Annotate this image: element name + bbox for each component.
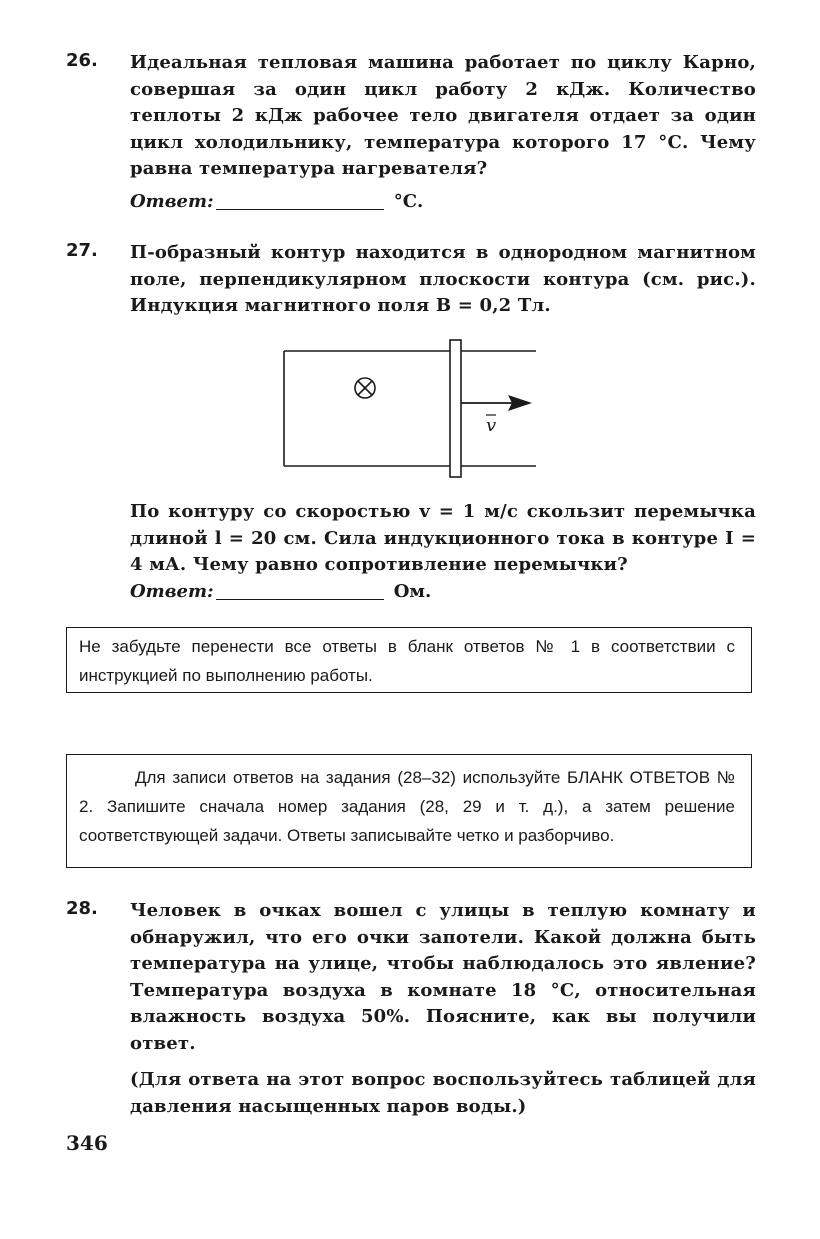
answer-blank[interactable] — [216, 581, 384, 600]
answer-line — [130, 581, 756, 602]
reminder-text: Не забудьте перенести все ответы в бланк ответов № 1 в соответствии с инструкцией по выполнению работы. — [79, 637, 735, 685]
task-number: 27. — [66, 240, 98, 261]
reminder-box — [66, 627, 752, 693]
task-text: Идеальная тепловая машина работает по циклу Карно, совершая за один цикл работу 2 кДж. Количество теплоты 2 кДж рабочее тело двигателя отдает за один цикл холодильнику, температура которого 17 °С. Чему равна температура нагревателя? — [130, 52, 756, 179]
instruction-box — [66, 754, 752, 868]
answer-blank[interactable] — [216, 191, 384, 210]
task-intro: П-образный контур находится в однородном магнитном поле, перпендикулярном плоскости контура (см. рис.). Индукция магнитного поля B = 0,2 Тл. — [130, 242, 756, 316]
task-26 — [66, 50, 756, 212]
task-text: Человек в очках вошел с улицы в теплую комнату и обнаружил, что его очки запотели. Какой должна быть температура на улице, чтобы наблюдалось это явление? Температура воздуха в комнате 18 °С, относительная влажность воздуха 50%. Поясните, как вы получили ответ. — [130, 900, 756, 1054]
answer-label: Ответ: — [130, 190, 214, 212]
magnetic-field-into-page-icon — [355, 378, 375, 398]
answer-label: Ответ: — [130, 580, 214, 602]
answer-unit: Ом. — [393, 580, 432, 602]
velocity-label: v — [486, 415, 497, 436]
page-number: 346 — [66, 1131, 108, 1155]
task-number: 28. — [66, 898, 98, 919]
task-27 — [66, 240, 756, 320]
instruction-text: Для записи ответов на задания (28–32) используйте БЛАНК ОТВЕТОВ № 2. Запишите сначала номер задания (28, 29 и т. д.), а затем решение соответствующей задачи. Ответы записывайте четко и разборчиво. — [79, 768, 735, 845]
circuit-figure — [270, 335, 550, 485]
sliding-bar — [450, 340, 461, 477]
task-28 — [66, 898, 756, 1120]
answer-line — [130, 191, 756, 212]
answer-unit: °С. — [393, 190, 424, 212]
task-text: По контуру со скоростью v = 1 м/с скользит перемычка длиной l = 20 см. Сила индукционного тока в контуре I = 4 мА. Чему равно сопротивление перемычки? — [130, 501, 756, 575]
velocity-arrow-icon — [461, 395, 532, 411]
task-hint: (Для ответа на этот вопрос воспользуйтесь таблицей для давления насыщенных паров воды.) — [130, 1069, 756, 1117]
task-27-body — [66, 499, 756, 602]
task-number: 26. — [66, 50, 98, 71]
